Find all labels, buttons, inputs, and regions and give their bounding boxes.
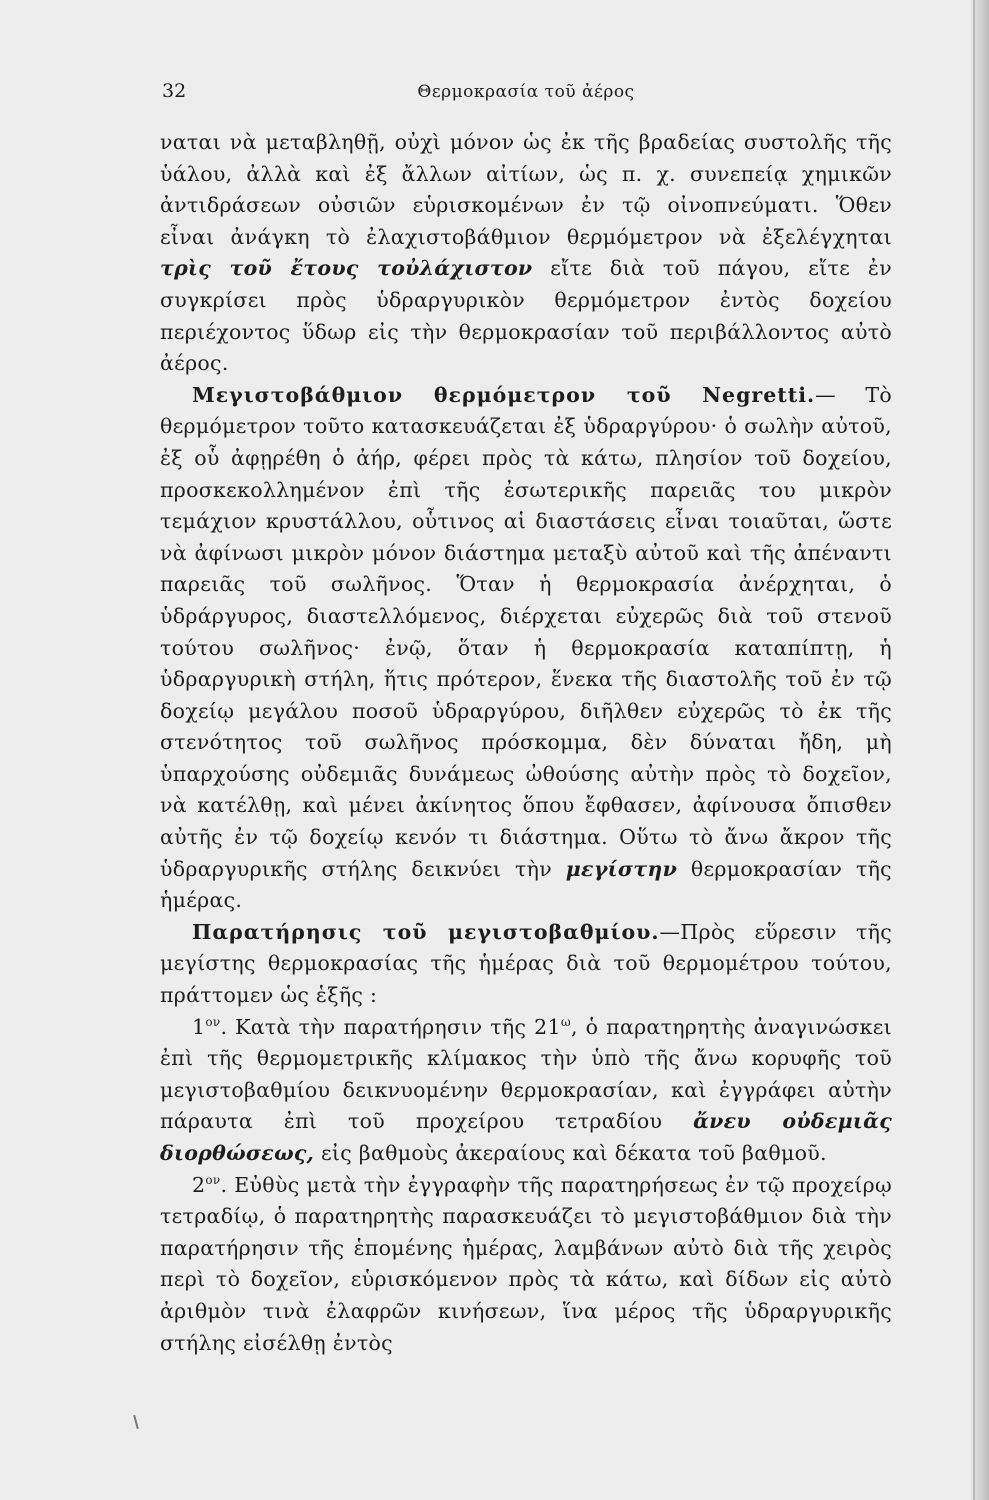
section-heading-negretti: Μεγιστοβάθμιον θερμόμετρον τοῦ Negretti. <box>192 382 816 407</box>
step-number: 1 <box>192 1014 206 1039</box>
ordinal-suffix: ω <box>560 1014 571 1029</box>
emphasis-text: ἄνευ οὐδεμιᾶς διορθώσεως, <box>160 1109 892 1165</box>
paragraph-text: , ὁ παρατηρητὴς ἀναγινώσκει ἐπὶ τῆς θερμομετρικῆς κλίμακος τὴν ὑπὸ τῆς ἄνω κορυφῆς τοῦ μεγιστοβαθμίου δεικνυομένην θερμοκρασίαν, καὶ ἐγγράφει αὐτὴν πάραυτα ἐπὶ τοῦ προχείρου τετραδίου <box>160 1014 892 1134</box>
step-ordinal: ον <box>205 1172 221 1187</box>
paragraph-negretti <box>160 380 892 917</box>
emphasis-text: τρὶς τοῦ ἔτους τοὐλάχιστον <box>160 256 533 281</box>
paragraph-text: ναται νὰ μεταβληθῇ, οὐχὶ μόνον ὡς ἐκ τῆς βραδείας συστολῆς τῆς ὑάλου, ἀλλὰ καὶ ἐξ ἄλλων αἰτίων, ὡς π. χ. συνεπείᾳ χημικῶν ἀντιδράσεων οὐσιῶν εὑρισκομένων ἐν τῷ οἰνοπνεύματι. Ὅθεν εἶναι ἀνάγκη τὸ ἐλαχιστοβάθμιον θερμόμετρον νὰ ἐξελέγχηται <box>160 130 892 249</box>
page-number: 32 <box>162 80 187 102</box>
paragraph-step-2 <box>160 1170 892 1360</box>
paragraph-text: . Κατὰ τὴν παρατήρησιν τῆς 21 <box>220 1014 561 1039</box>
paragraph-text: εἴτε διὰ τοῦ πάγου, εἴτε ἐν συγκρίσει πρὸς ὑδραργυρικὸν θερμόμετρον ἐντὸς δοχείου περιέχοντος ὕδωρ εἰς τὴν θερμοκρασίαν τοῦ περιβάλλοντος αὐτὸ ἀέρος. <box>160 256 892 376</box>
paragraph-continuation <box>160 127 892 380</box>
paragraph-observation <box>160 917 892 1012</box>
paragraph-text: . Εὐθὺς μετὰ τὴν ἐγγραφὴν τῆς παρατηρήσεως ἐν τῷ προχείρῳ τετραδίῳ, ὁ παρατηρητὴς παρασκευάζει τὸ μεγιστοβάθμιον διὰ τὴν παρατήρησιν τῆς ἑπομένης ἡμέρας, λαμβάνων αὐτὸ διὰ τῆς χειρὸς περὶ τὸ δοχεῖον, εὑρισκόμενον πρὸς τὰ κάτω, καὶ δίδων εἰς αὐτὸ ἀριθμὸν τινὰ ἐλαφρῶν κινήσεων, ἵνα μέρος τῆς ὑδραργυρικῆς στήλης εἰσέλθῃ ἐντὸς <box>160 1172 892 1355</box>
page-edge-line <box>973 0 975 1500</box>
emphasis-text: μεγίστην <box>565 856 678 881</box>
step-ordinal: ον <box>205 1014 221 1029</box>
stray-mark <box>133 1415 139 1429</box>
paragraph-text: εἰς βαθμοὺς ἀκεραίους καὶ δέκατα τοῦ βαθμοῦ. <box>320 1141 827 1165</box>
text-body <box>160 127 892 1359</box>
paragraph-text: — Τὸ θερμόμετρον τοῦτο κατασκευάζεται ἐξ ὑδραργύρου· ὁ σωλὴν αὐτοῦ, ἐξ οὗ ἀφῃρέθη ὁ ἀήρ, φέρει πρὸς τὰ κάτω, πλησίον τοῦ δοχείου, προσκεκολλημένον ἐπὶ τῆς ἐσωτερικῆς παρειᾶς του μικρὸν τεμάχιον κρυστάλλου, οὗτινος αἱ διαστάσεις εἶναι τοιαῦται, ὥστε νὰ ἀφίνωσι μικρὸν μόνον διάστημα μεταξὺ αὐτοῦ καὶ τῆς ἀπέναντι παρειᾶς τοῦ σωλῆνος. Ὅταν ἡ θερμοκρασία ἀνέρχηται, ὁ ὑδράργυρος, διαστελλόμενος, διέρχεται εὐχερῶς διὰ τοῦ στενοῦ τούτου σωλῆνος· ἐνῷ, ὅταν ἡ θερμοκρασία καταπίπτῃ, ἡ ὑδραργυρικὴ στήλη, ἥτις πρότερον, ἕνεκα τῆς διαστολῆς τοῦ ἐν τῷ δοχείῳ μεγάλου ποσοῦ ὑδραργύρου, διῆλθεν εὐχερῶς τὸ ἐκ τῆς στενότητος τοῦ σωλῆνος πρόσκομμα, δὲν δύναται ἤδη, μὴ ὑπαρχούσης οὐδεμιᾶς δυνάμεως ὠθούσης αὐτὴν πρὸς τὸ δοχεῖον, νὰ κατέλθῃ, καὶ μένει ἀκίνητος ὅπου ἔφθασεν, ἀφίνουσα ὄπισθεν αὐτῆς ἐν τῷ δοχείῳ κενόν τι διάστημα. Οὕτω τὸ ἄνω ἄκρον τῆς ὑδραργυρικῆς στήλης δεικνύει τὴν <box>160 382 893 881</box>
page-header <box>162 80 890 114</box>
paragraph-text: —Πρὸς εὕρεσιν τῆς μεγίστης θερμοκρασίας τῆς ἡμέρας διὰ τοῦ θερμομέτρου τούτου, πράττομεν ὡς ἑξῆς : <box>160 919 892 1008</box>
step-number: 2 <box>192 1172 206 1197</box>
section-heading-observation: Παρατήρησις τοῦ μεγιστοβαθμίου. <box>192 919 660 944</box>
paragraph-text: θερμοκρασίαν τῆς ἡμέρας. <box>160 856 892 913</box>
running-title: Θερμοκρασία τοῦ ἀέρος <box>417 82 635 102</box>
paragraph-step-1 <box>160 1012 892 1170</box>
